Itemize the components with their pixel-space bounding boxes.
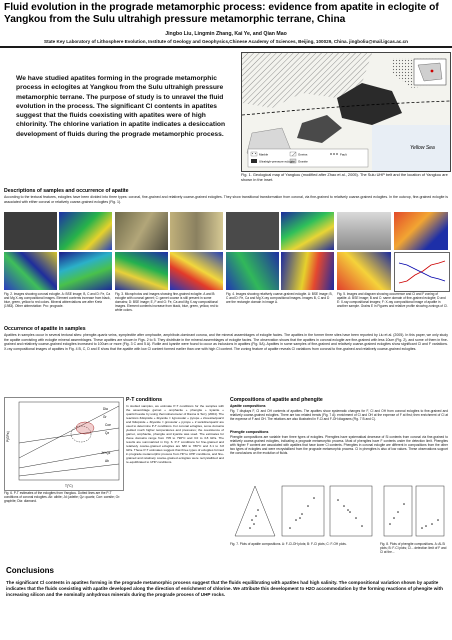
legend-granite: Granite — [298, 159, 308, 164]
figure-6-pt-diagram — [4, 397, 124, 491]
figure-1-geological-map — [241, 52, 451, 172]
legend-gneiss: Gneiss — [298, 152, 308, 157]
pt-xlabel: T(°C) — [65, 484, 73, 488]
descriptions-heading: Descriptions of samples and occurrence of apatite — [4, 188, 129, 194]
figure-3-images — [115, 212, 223, 290]
phengite-text: Phengite compositions are variable from three types of eclogites. Phengites have systematical decrease of Si contents from coronal via fine-grained to relatively coarse-grained eclogites, indicating a prograde metamorphic process. Most of phengites have F contents under the detection limit. Phengites with higher F content are associated with apatites that have lower Cl contents. Phengites in coronal eclogite are different in compositions from the other two types of eclogites and were recrystallized from the prograde metamorphic process. Cl in phengites is also of low values. These observations support the conclusions on the evolution of fluids. — [230, 435, 448, 456]
phengite-subheading: Phengite compositions — [230, 430, 269, 434]
pt-text: In studied samples, we estimate P-T conditions for the samples with the assemblage garnet + omphacite + phengite + kyanite + quartz/coesite by using thermobarometer of Ravna & Terry (2004). The reactions 3diopside + 2kyanite = 1grossular + pyrope + 2coesite/quartz and 6diopside + 3kyanite = grossular + pyrope + 2 sanidine/quartz are used to determine P-T conditions. For coronal eclogites, some domains yielded much higher temperatures and pressures; the coexistence of garnet, omphacite, phengite and kyanite was used. The estimates for these domains range from 705 to 790°C and 3.0 to 3.8 GPa. The results are summarized in Fig. 6. P-T conditions for fine-grained and relatively coarse-grained eclogites are 680 to 780°C and 3.1 to 3.8 GPa. These P-T estimates suggest that three types of eclogites formed in prograde metamorphic process from HP to UHP conditions, and fine-grained and relatively coarse-grained eclogites were recrystallized and re-equilibrated to UHP conditions. — [126, 404, 224, 464]
legend-fault: Fault — [340, 152, 347, 157]
cl-profile-plot — [395, 253, 449, 291]
curve-label-coe: Coe — [105, 423, 111, 427]
curve-label-dia: Dia — [103, 407, 108, 411]
descriptions-text: According to the textural features, eclogites have been divided into three types: coronal, fine-grained and relatively coarse-grained eclogites. They show transitional transformation from coronal, via fine-grained to relatively coarse-grained eclogites. In the outcrop, fine-grained eclogite is associated with either coronal or relatively coarse-grained eclogites (Fig. 1). — [4, 195, 448, 204]
affiliation: State Key Laboratory of Lithosphere Evolution, Institute of Geology and Geophysics,Chinese Academy of Sciences, Beijing, 100029, China. jingboliu@mail.igcas.ac.cn — [44, 39, 408, 44]
legend-eclogite: Ultrahigh-pressure eclogite — [259, 159, 295, 164]
figure-5-caption: Fig. 5. Images and diagram showing occurrence and Cl and F zoning of apatite. A: BSE image; B and C: same domain of fine-grained eclogite; D and E: X-ray compositional images; F: X-ray compositional image of apatite in another sample. Grains E in Figures and relative profile showing zonings of Cl. — [337, 292, 448, 308]
authors: Jingbo Liu, Lingmin Zhang, Kai Ye, and Qian Mao — [165, 31, 287, 37]
figure-1-caption: Fig. 1. Geological map of Yangkou (modified after Zhao et al., 2005). The Sulu UHP belt and the location of Yangkou are shown in the inset. — [241, 172, 448, 182]
figure-5-images — [337, 212, 448, 290]
fig2-fe-panel — [59, 212, 112, 250]
fig3-micro-panel-2 — [170, 212, 223, 250]
fig3-xray-panel — [115, 252, 168, 290]
apatite-text: Fig. 7 displays F, Cl and OH contents of apatites. The apatites show systematic changes for F, Cl and OH from coronal eclogites to fine-grained and relatively coarse-grained eclogites. There are two related trends (Fig. 7 A): enrichment of Cl and OH at the expense of F at first; then enrichment of Cl at the expense of F and OH. The relations are also illustrated in F-Cl and F-OH diagrams (Fig. 7 B and C). — [230, 409, 448, 422]
geological-map — [242, 53, 450, 171]
curve-label-gr: Gr — [103, 415, 107, 419]
figure-4-caption: Fig. 4. Images showing relatively coarse-grained eclogite. A: BSE image; B, C and D: Fe, Ca and Mg X-ray compositional images. Images B, C and D are the rectangle domain in image A. — [226, 292, 333, 304]
fig4-ca-panel — [226, 252, 279, 290]
poster-title: Fluid evolution in the prograde metamorphic process: evidence from apatite in eclogite of Yangkou from the Sulu ultrahigh pressure metamorphic terrane, China — [4, 2, 439, 25]
figure-4-images — [226, 212, 334, 290]
conclusions-text: The significant Cl contents in apatites forming in the prograde metamorphic process suggest that the fluids equilibrating with apatites had high salinity. The compositional variation shown by apatite indicates that the fluids coexisting with apatite developed along the direction of enrichment of chlorine. We attribute this development to H2O accommodation by the forming reactions of phengite with increasing silicon and the nominally anhydrous minerals during the prograde process of UHP rocks. — [6, 580, 443, 597]
phengite-composition-plots — [380, 480, 448, 540]
apatite-composition-plots — [230, 480, 376, 540]
curve-label-jd-qz: Jd+Qz — [101, 451, 111, 455]
figure-7-plots — [230, 480, 376, 540]
map-sea-label: Yellow Sea — [410, 145, 435, 151]
figure-8-plots — [380, 480, 448, 540]
figure-2-images — [4, 212, 112, 290]
fig2-mg-panel — [59, 252, 112, 290]
compositions-heading: Compositions of apatite and phengite — [230, 397, 323, 403]
figure-2-caption: Fig. 2. Images showing coronal eclogite. A: BSE image; B, C and D: Fe, Ca and Mg X-ray compositional images. Element contents increase from black, blue, green, yellow to red colors. Mineral abbreviations are after Kretz (1983). Other abbreviation: Pro: prograde. — [4, 292, 111, 308]
pt-ylabel: P(GPa) — [6, 431, 10, 442]
pt-heading: P-T conditions — [126, 397, 163, 403]
fig3-xray-panel-2 — [170, 252, 223, 290]
figure-3-caption: Fig. 3. Microphotos and images showing fine-grained eclogite. A and B: eclogite with coronal garnet; C: garnet coarse is still present in some domains; D: BSE image; E, F and G: Fe, Ca and Mg X-ray compositional images. Element contents increase from black, blue, green, yellow, red to white colors. — [115, 292, 219, 312]
fig5-bse-panel — [337, 212, 391, 250]
fig3-micro-panel — [115, 212, 168, 250]
curve-label-ab: Ab — [105, 459, 109, 463]
pt-plot — [5, 398, 123, 490]
curve-label-qz: Qz — [105, 431, 110, 435]
conclusions-heading: Conclusions — [6, 566, 55, 575]
fig5-profile-diagram — [394, 252, 450, 292]
fig2-bse-panel — [4, 212, 57, 250]
location-inset — [414, 59, 446, 85]
fig4-fe-panel — [281, 212, 334, 250]
legend-marble: Marble — [259, 152, 269, 157]
figure-7-caption: Fig. 7. Plots of apatite compositions. A: F-Cl-OH plots; B: F-Cl plots; C: F-OH plots. — [230, 542, 347, 546]
apatite-subheading: Apatite compositions — [230, 404, 266, 408]
fig2-ca-panel — [4, 252, 57, 290]
fig4-bse-panel — [226, 212, 279, 250]
header-divider — [0, 46, 452, 48]
figure-8-caption: Fig. 8. Plots of phengite compositions. A: Al-Si plots; B: F-Cl plots; Cl... detection limit of F and Cl at the... — [380, 542, 447, 554]
abstract: We have studied apatites forming in the prograde metamorphic process in eclogites at Yangkou from the Sulu ultrahigh pressure metamorphic terrane. The purpose of study is to unravel the fluid evolution in the process. The significant Cl contents in apatites suggest that the fluids coexisting with apatites were of high chlorinity. The chlorine variation in apatite indicates a desiccation development of fluids during the prograde metamorphic process. — [16, 75, 226, 138]
fig4-mg-panel — [281, 252, 334, 290]
figure-6-caption: Fig. 6. P-T estimates of the eclogites from Yangkou. Dotted lines are the P-T conditions of coronal eclogites. Ab: albite; Jd: jadeite; Qz: quartz; Coe: coesite; Gr: graphite; Dia: diamond. — [4, 491, 121, 503]
fig5-xray-panel-2 — [337, 252, 391, 290]
occurrence-text: Apatites in samples occur in several textural sites: phengite-quartz veins, symplectite after omphacite, amphibole-dominant corona, and the mineral assemblages of eclogite facies. The apatites in the former three sites have been reported by Liu et al. (2005). In this paper, we only study the apatite coexisting with eclogite mineral assemblages. These apatites are shown in Figs. 2 to 5. They distribute in the mineral assemblages of eclogite facies. The observation shows that the apatites in coronal eclogite are fine-grained with less 10um (Fig. 2), and some of them in fine-grained and relatively coarse-grained eclogites increased to 100um or more (Fig. 3 C and 5 A). Rutile and kyanite were found to occur as inclusions in apatites (Fig. 5A). Apatites in some samples of fine-grained and relatively coarse-grained eclogites show significant Cl and F variations. X-ray compositional images of apatites in Fig. 4 B, C, D and E show that the apatite with low Cl content formed earlier than one with high Cl content. The zoning feature of apatite reveals Cl variations from coronal to fine-grained and relatively coarse-grained eclogites. — [4, 333, 448, 351]
fig5-xray-panel — [394, 212, 448, 250]
occurrence-heading: Occurrence of apatite in samples — [4, 326, 86, 332]
